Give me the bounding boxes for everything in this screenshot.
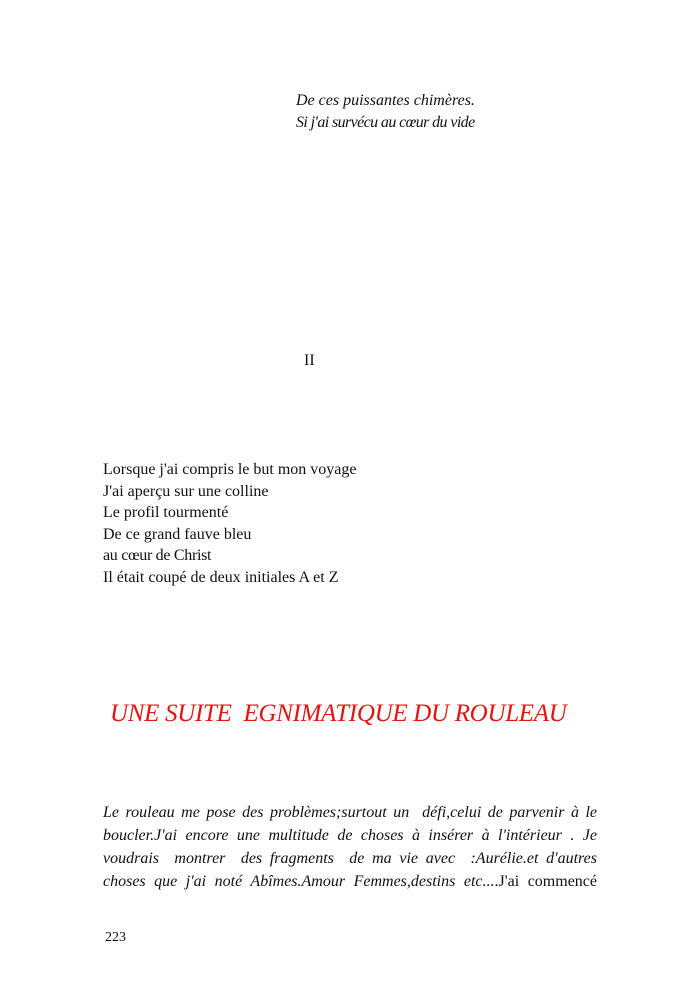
prose-line: boucler.J'ai encore une multitude de choses à insérer à l'intérieur . Je [103, 827, 597, 844]
poem-line: Le profil tourmenté [103, 504, 229, 521]
verse-line: Si j'ai survécu au cœur du vide [296, 114, 475, 131]
section-heading: UNE SUITE EGNIMATIQUE DU ROULEAU [110, 700, 567, 727]
poem-line: Lorsque j'ai compris le but mon voyage [103, 461, 357, 478]
prose-fragment-italic: choses que j'ai noté Abîmes.Amour Femmes,destins etc... [103, 873, 495, 890]
page-number: 223 [105, 930, 126, 945]
section-number: II [304, 352, 315, 369]
poem-line: J'ai aperçu sur une colline [103, 482, 269, 500]
prose-line: voudrais montrer des fragments de ma vie avec :Aurélie.et d'autres [103, 850, 597, 867]
prose-line: Le rouleau me pose des problèmes;surtout un défi,celui de parvenir à le [103, 804, 597, 821]
prose-paragraph [103, 801, 597, 893]
top-verse [296, 90, 475, 134]
poem [103, 459, 357, 588]
prose-fragment-upright: .J'ai commencé [494, 873, 598, 890]
prose-line [103, 870, 597, 893]
poem-line: De ce grand fauve bleu [103, 525, 252, 543]
poem-line: Il était coupé de deux initiales A et Z [103, 568, 339, 586]
poem-line: au cœur de Christ [103, 547, 212, 564]
verse-line: De ces puissantes chimères. [296, 92, 475, 109]
